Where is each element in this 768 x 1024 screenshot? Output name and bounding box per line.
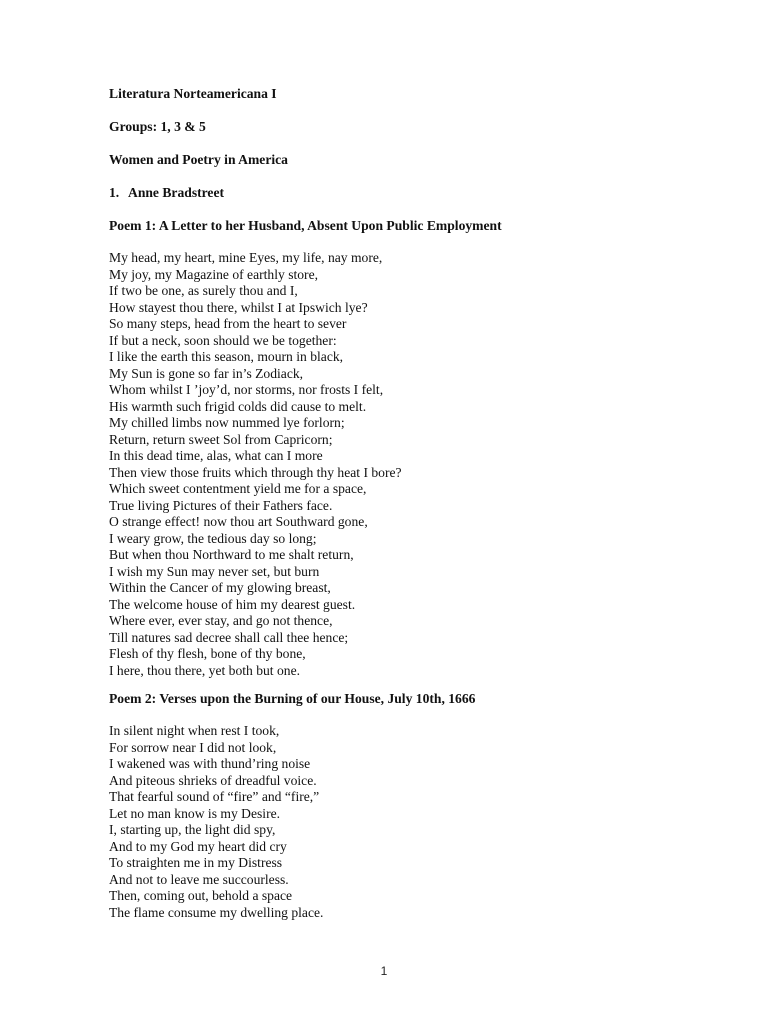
poem-line: Which sweet contentment yield me for a space, [109, 481, 367, 496]
poem-line: In silent night when rest I took, [109, 723, 280, 738]
poem-line: So many steps, head from the heart to sever [109, 316, 347, 331]
poem-line: If two be one, as surely thou and I, [109, 283, 298, 298]
author-heading [109, 184, 729, 201]
groups-heading: Groups: 1, 3 & 5 [109, 119, 206, 134]
poem-line: Where ever, ever stay, and go not thence, [109, 613, 333, 628]
author-name: Anne Bradstreet [128, 185, 225, 200]
poem-line: If but a neck, soon should we be together: [109, 332, 337, 348]
poem-1-text [109, 250, 729, 679]
poem-line: Return, return sweet Sol from Capricorn; [109, 431, 333, 447]
poem-line: How stayest thou there, whilst I at Ipswich lye? [109, 299, 368, 315]
poem-line: And not to leave me succourless. [109, 871, 289, 887]
poem-line: I like the earth this season, mourn in black, [109, 349, 344, 364]
page-number: 1 [380, 964, 388, 978]
poem-1-title: Poem 1: A Letter to her Husband, Absent Upon Public Employment [109, 218, 502, 233]
theme-heading: Women and Poetry in America [109, 152, 288, 167]
poem-line: To straighten me in my Distress [109, 855, 283, 870]
poem-line: My joy, my Magazine of earthly store, [109, 266, 319, 282]
author-number: 1. [109, 185, 120, 200]
poem-line: I, starting up, the light did spy, [109, 822, 276, 837]
poem-line: The welcome house of him my dearest guest. [109, 596, 356, 612]
poem-line: In this dead time, alas, what can I more [109, 448, 323, 463]
poem-line: The flame consume my dwelling place. [109, 904, 324, 920]
poem-line: For sorrow near I did not look, [109, 739, 277, 755]
course-title: Literatura Norteamericana I [109, 86, 277, 101]
poem-line: I weary grow, the tedious day so long; [109, 530, 317, 546]
poem-2-text [109, 723, 729, 921]
poem-line: I wakened was with thund’ring noise [109, 756, 311, 771]
poem-line: That fearful sound of “fire” and “fire,” [109, 789, 320, 804]
poem-line: Till natures sad decree shall call thee hence; [109, 629, 349, 645]
poem-line: Then view those fruits which through thy heat I bore? [109, 464, 402, 480]
poem-line: I here, thou there, yet both but one. [109, 662, 301, 678]
poem-line: His warmth such frigid colds did cause to melt. [109, 398, 367, 414]
poem-line: I wish my Sun may never set, but burn [109, 563, 320, 579]
document-body [109, 85, 729, 921]
poem-line: And piteous shrieks of dreadful voice. [109, 772, 317, 788]
poem-line: Whom whilst I ’joy’d, nor storms, nor frosts I felt, [109, 382, 384, 397]
poem-line: My Sun is gone so far in’s Zodiack, [109, 365, 304, 381]
poem-line: Within the Cancer of my glowing breast, [109, 580, 331, 595]
poem-line: Flesh of thy flesh, bone of thy bone, [109, 646, 306, 661]
poem-line: My head, my heart, mine Eyes, my life, nay more, [109, 250, 383, 265]
poem-2-title: Poem 2: Verses upon the Burning of our House, July 10th, 1666 [109, 691, 476, 706]
poem-line: O strange effect! now thou art Southward gone, [109, 514, 368, 529]
poem-line: And to my God my heart did cry [109, 838, 287, 854]
poem-line: Let no man know is my Desire. [109, 805, 281, 821]
poem-line: My chilled limbs now nummed lye forlorn; [109, 415, 345, 430]
poem-line: But when thou Northward to me shalt return, [109, 547, 354, 562]
poem-line: True living Pictures of their Fathers face. [109, 497, 333, 513]
poem-line: Then, coming out, behold a space [109, 888, 293, 903]
